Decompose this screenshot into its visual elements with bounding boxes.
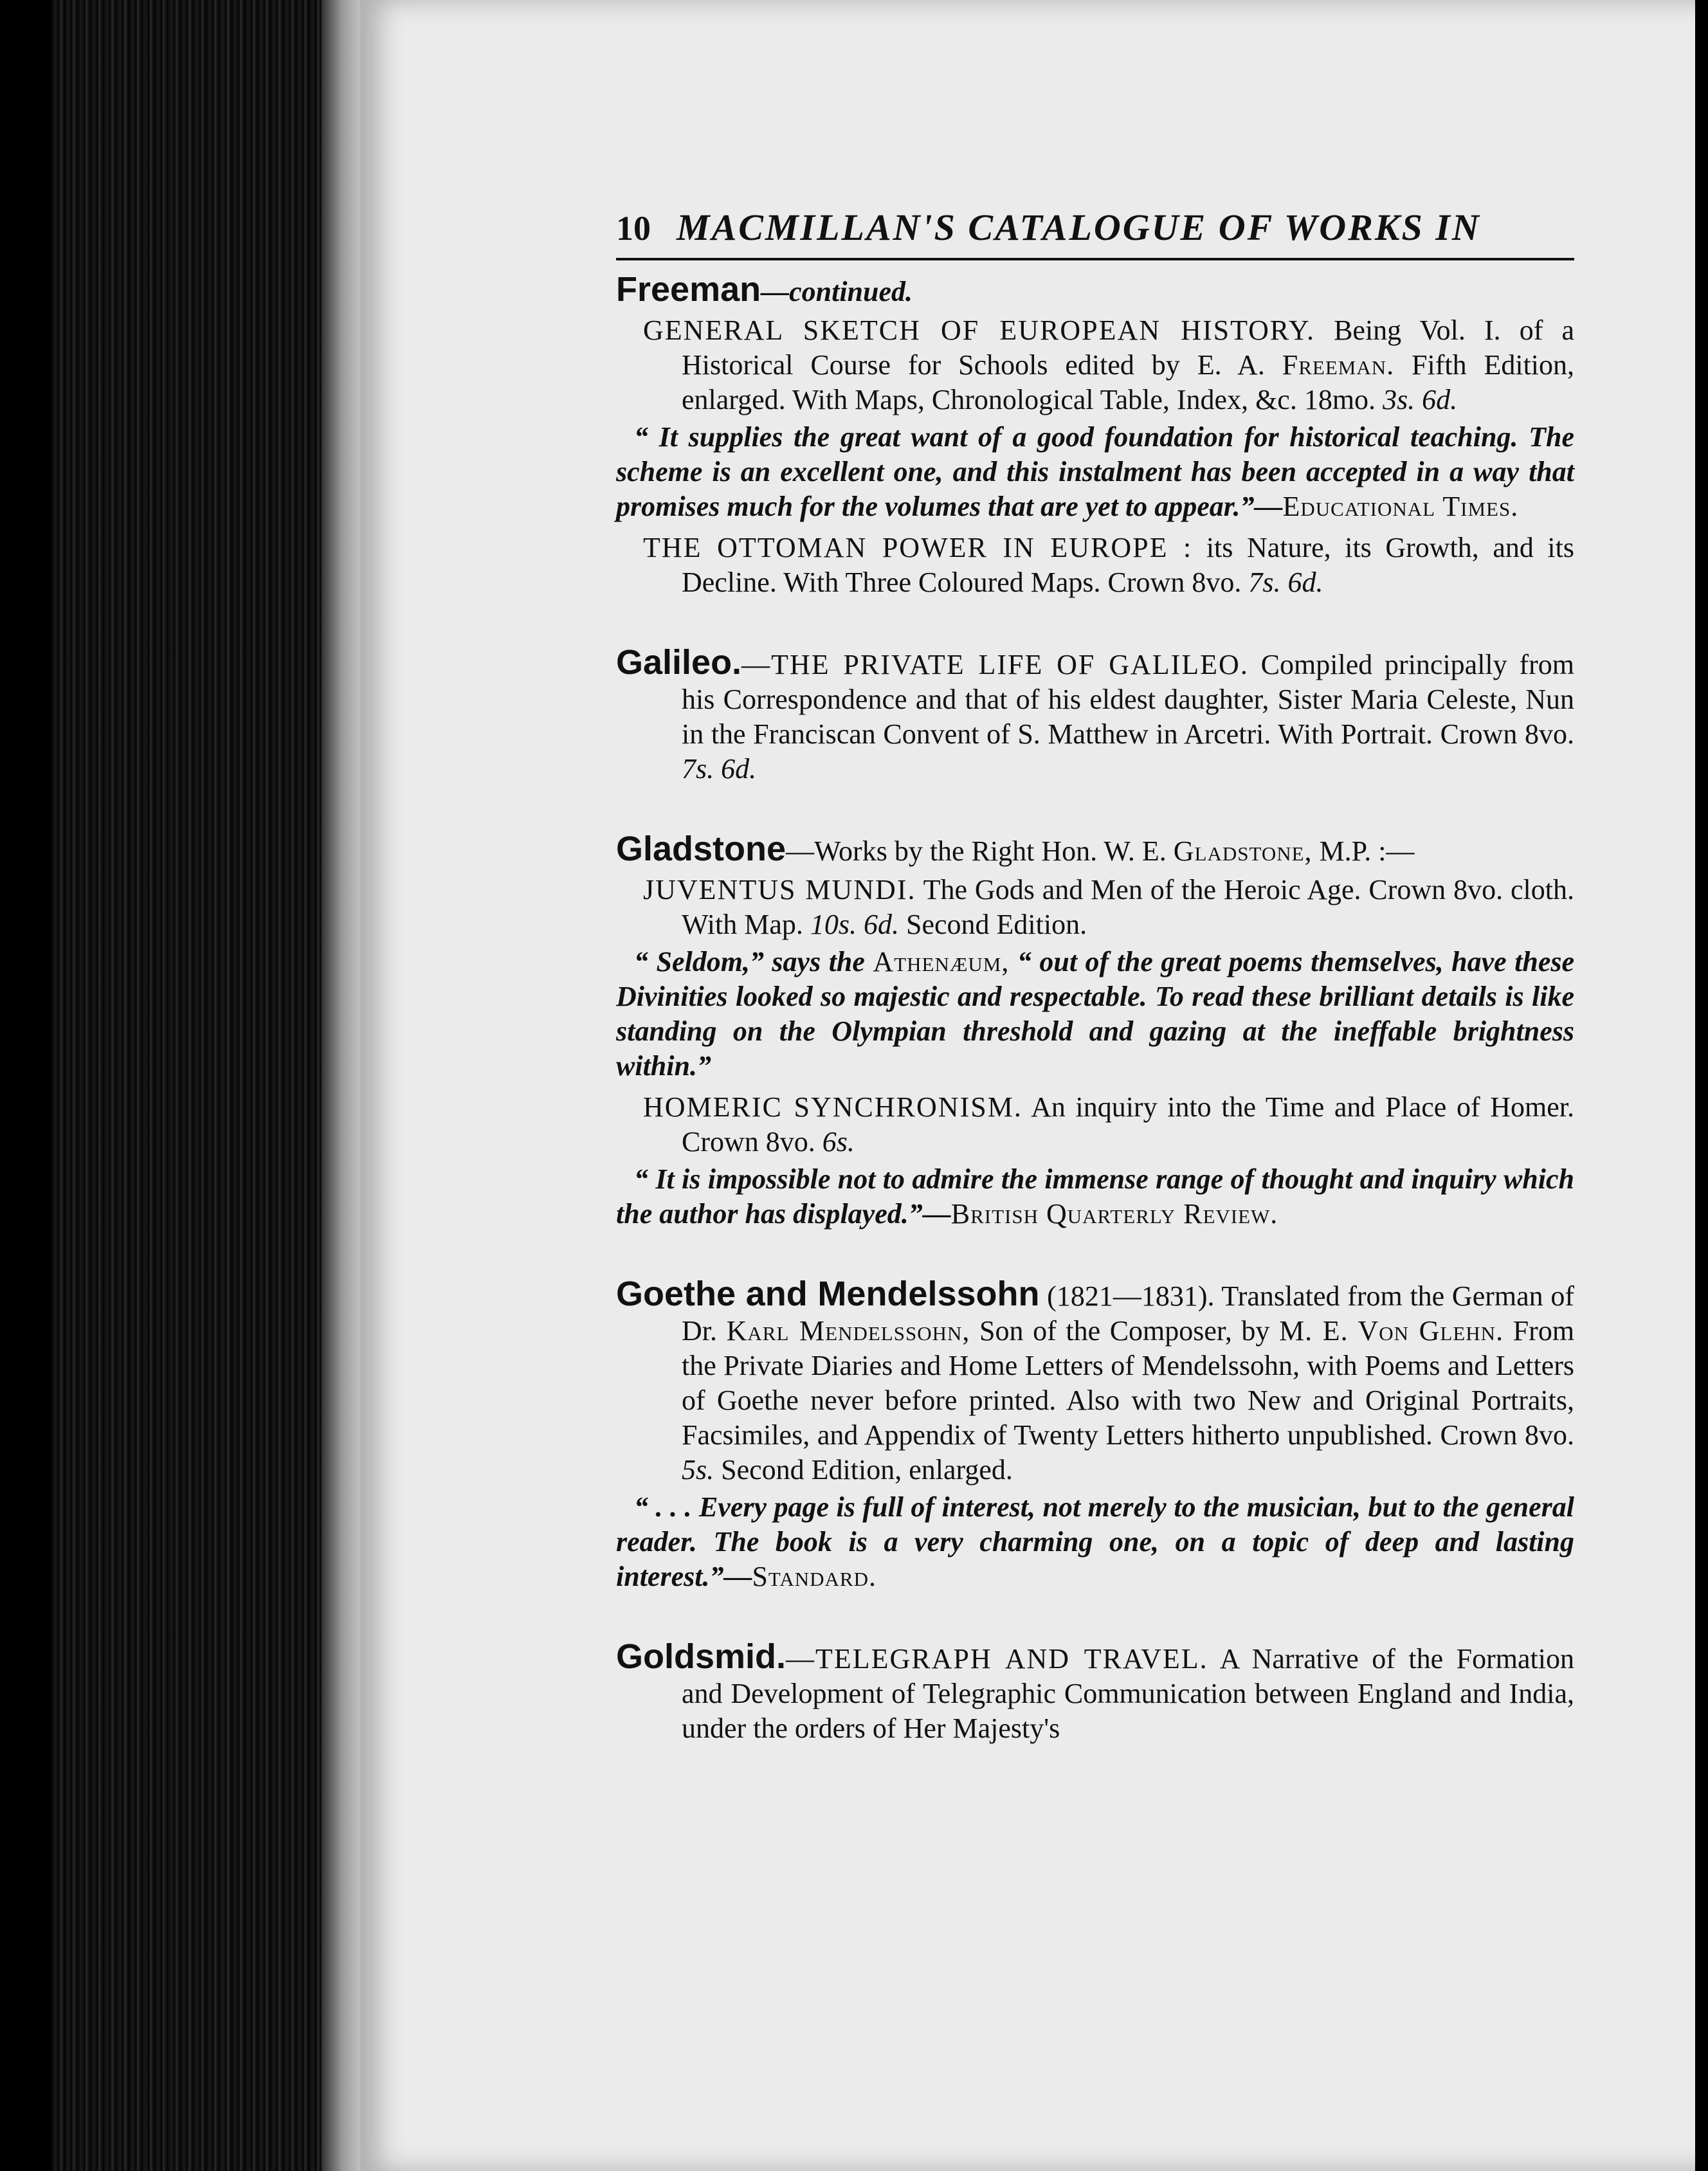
author-heading: Goldsmid. [616,1637,786,1676]
work-edition: Second Edition. [906,909,1087,940]
author-name: Karl Mendelssohn, [726,1315,970,1347]
quote-source: Educational Times. [1282,491,1519,522]
translator-name: M. E. Von Glehn. [1279,1315,1504,1347]
work-juventus-mundi [616,873,1574,942]
author-heading: Freeman [616,270,761,309]
quote-source: Standard. [752,1561,877,1592]
text-block [616,206,1574,1746]
review-quote [616,945,1574,1084]
review-quote [616,420,1574,524]
work-price: 6s. [822,1126,855,1158]
work-title: —TELEGRAPH AND TRAVEL. [786,1643,1208,1675]
editor-name: Freeman. [1282,349,1395,381]
entry-dates: (1821—1831). [1047,1280,1215,1312]
work-description: Translated from the German of Dr. [682,1280,1574,1347]
work-title: JUVENTUS MUNDI. [643,874,916,905]
quote-source: Athenæum, [873,946,1010,977]
page-number: 10 [616,209,651,248]
running-head [616,206,1574,260]
review-quote [616,1162,1574,1231]
catalogue-page [360,0,1704,2171]
work-price: 3s. 6d. [1383,384,1458,415]
author-heading: Goethe and Mendelssohn [616,1275,1040,1313]
work-description: its Nature, its Growth, and its Decline. With Three Coloured Maps. Crown 8vo. [682,532,1574,598]
work-description: Son of the Composer, by [979,1315,1270,1347]
work-description: Fifth Edition, enlarged. With Maps, Chronological Table, Index, &c. 18mo. [682,349,1575,415]
entry-goldsmid [616,1639,1574,1746]
entry-galileo [616,645,1574,786]
entry-gladstone [616,831,1574,1231]
work-homeric-synchronism [616,1090,1574,1159]
entry-intro: —Works by the Right Hon. W. E. [786,835,1167,867]
work-title: HOMERIC SYNCHRONISM. [643,1091,1022,1123]
entry-goethe-mendelssohn [616,1276,1574,1594]
quote-text: “ . . . Every page is full of interest, not merely to the musician, but to the general reader. The book is a very charming one, on a topic of deep and lasting interest.”— [616,1491,1574,1592]
quote-text: “ It is impossible not to admire the immense range of thought and inquiry which the author has displayed.”— [616,1163,1574,1230]
entry-intro-end: M.P. :— [1319,835,1415,867]
quote-text: “ Seldom,” says the [634,946,865,977]
author-heading: Galileo. [616,643,742,682]
running-title: MACMILLAN'S CATALOGUE OF WORKS IN [677,206,1481,248]
work-general-sketch [616,313,1574,417]
work-title: GENERAL SKETCH OF EUROPEAN HISTORY. [643,314,1315,346]
author-heading: Gladstone [616,830,786,868]
quote-text: “ It supplies the great want of a good foundation for historical teaching. The scheme is an excellent one, and this instalment has been accepted in a way that promises much for the volumes that are yet to appear.”— [616,421,1574,522]
work-description: A Narrative of the Formation and Development of Telegraphic Communication between England and India, under the orders of Her Majesty's [682,1643,1574,1744]
work-title: THE OTTOMAN POWER IN EUROPE : [643,532,1193,563]
work-description: From the Private Diaries and Home Letters of Mendelssohn, with Poems and Letters of Goethe never before printed. Also with two New and Original Portraits, Facsimiles, and Appendix of Twenty Letters hitherto unpublished. Crown 8vo. [682,1315,1575,1451]
work-price: 7s. 6d. [682,753,757,785]
entry-freeman [616,272,1574,600]
work-edition: Second Edition, enlarged. [721,1454,1013,1485]
work-ottoman-power [616,531,1574,600]
work-description: Being Vol. I. of a Historical Course for Schools edited by E. A. [682,314,1575,381]
work-price: 10s. 6d. [810,909,899,940]
work-price: 5s. [682,1454,714,1485]
work-title: —THE PRIVATE LIFE OF GALILEO. [741,649,1249,680]
author-name: Gladstone, [1173,835,1313,867]
quote-source: British Quarterly Review. [950,1198,1278,1230]
continued-label: —continued. [761,276,913,307]
work-description: Compiled principally from his Correspondence and that of his eldest daughter, Sister Maria Celeste, Nun in the Franciscan Convent of S. Matthew in Arcetri. With Portrait. Crown 8vo. [682,649,1574,750]
work-description: The Gods and Men of the Heroic Age. Crown 8vo. cloth. With Map. [682,874,1574,940]
work-description: An inquiry into the Time and Place of Homer. Crown 8vo. [682,1091,1575,1158]
work-price: 7s. 6d. [1248,567,1323,598]
scan-border [1695,0,1704,2171]
quote-text: “ out of the great poems themselves, have these Divinities looked so majestic and respectable. To read these brilliant details is like standing on the Olympian threshold and gazing at the ineffable brightness within.” [616,946,1575,1082]
review-quote [616,1490,1574,1594]
